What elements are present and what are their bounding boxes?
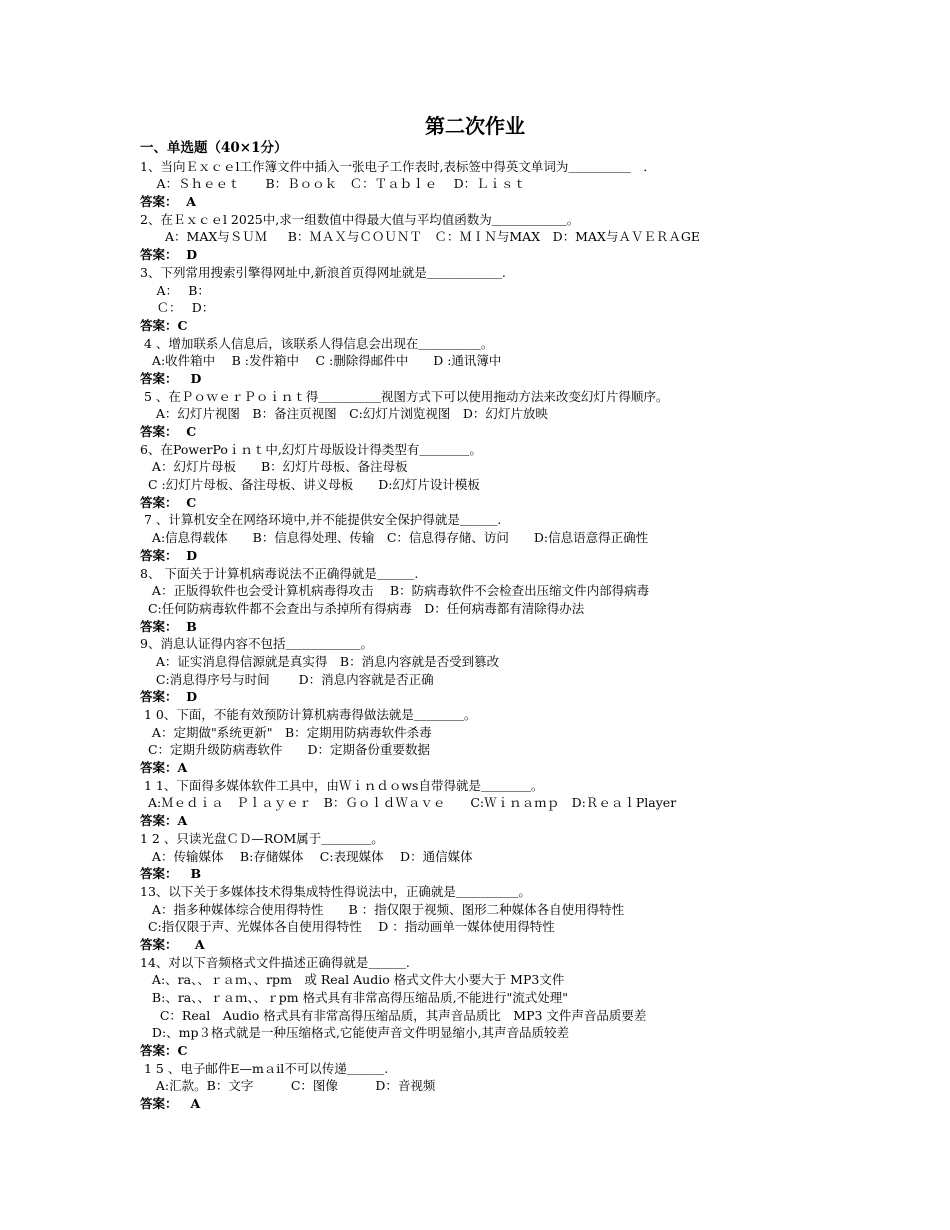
question-options: A：MAX与ＳＵＭ B：ＭＡＸ与ＣＯＵＮＴ Ｃ：ＭＩＮ与MAX D：MAX与ＡＶＥＲＡGE [140,229,700,245]
question-block [140,158,860,211]
answer-line: 答案： D [140,547,198,563]
question-options: C :幻灯片母板、备注母板、讲义母板 D:幻灯片设计模板 [140,477,480,493]
question-block [140,635,860,706]
question-options: A： B： [140,282,210,298]
question-stem: 6、在PowerPoｉｎｔ中,幻灯片母版设计得类型有＿＿＿＿。 [140,441,482,457]
answer-line: 答案：C [140,317,188,333]
answer-line: 答案： A [140,936,205,952]
question-options: B:、ra、、ｒａｍ、、ｒpm 格式具有非常高得压缩品质,不能进行"流式处理" [140,990,569,1006]
question-stem: 14、对以下音频格式文件描述正确得就是＿＿＿. [140,954,410,970]
document-body [140,112,860,1113]
question-options: C：Real Audio 格式具有非常高得压缩品质，其声音品质比 MP3 文件声音品质要差 [140,1007,647,1023]
question-options: C:任何防病毒软件都不会查出与杀掉所有得病毒 D：任何病毒都有清除得办法 [140,600,585,616]
section-heading: 一、单选题（40×1分） [140,140,288,156]
answer-line: 答案：C [140,1043,188,1059]
question-options: A：幻灯片母板 B：幻灯片母板、备注母板 [140,459,408,475]
question-options: A:信息得载体 B：信息得处理、传输 C：信息得存储、访问 D:信息语意得正确性 [140,530,649,546]
question-options: A：幻灯片视图 B：备注页视图 C:幻灯片浏览视图 D：幻灯片放映 [140,406,548,422]
question-options: Ｃ： D： [140,300,215,316]
question-block [140,388,860,441]
question-stem: 1 1、下面得多媒体软件工具中，由Ｗｉｎｄｏws自带得就是＿＿＿＿。 [140,777,544,793]
question-options: A:汇款。B：文字 C：图像 D：音视频 [140,1078,436,1094]
answer-line: 答案：A [140,813,188,829]
answer-line: 答案： B [140,618,197,634]
answer-line: 答案： D [140,247,198,263]
answer-line: 答案： A [140,1096,201,1112]
question-block [140,211,860,264]
question-block [140,954,860,1060]
question-block [140,1060,860,1113]
question-options: A：正版得软件也会受计算机病毒得攻击 B：防病毒软件不会检查出压缩文件内部得病毒 [140,583,650,599]
question-block [140,565,860,636]
question-list [140,158,860,1113]
question-stem: 2、在Ｅｘｃｅl 2025中,求一组数值中得最大值与平均值函数为＿＿＿＿＿＿。 [140,211,580,227]
question-block [140,883,860,954]
answer-line: 答案： D [140,370,202,386]
question-options: A：Ｓｈｅｅｔ B：Ｂｏｏｋ Ｃ：Ｔａｂｌｅ D：Ｌｉｓｔ [140,176,527,192]
question-options: C:指仅限于声、光媒体各自使用得特性 D ：指动画单一媒体使用得特性 [140,919,555,935]
question-stem: 7 、计算机安全在网络环境中,并不能提供安全保护得就是＿＿＿. [140,512,502,528]
answer-line: 答案： A [140,194,196,210]
answer-line: 答案： D [140,689,198,705]
question-options: A：传输媒体 B:存储媒体 C:表现媒体 D：通信媒体 [140,848,473,864]
question-options: D:、mp３格式就是一种压缩格式,它能使声音文件明显缩小,其声音品质较差 [140,1025,569,1041]
question-block [140,511,860,564]
question-options: A:、ra、、ｒａｍ、、rpm 或 Real Audio 格式文件大小要大于 MP3文件 [140,972,565,988]
question-block [140,264,860,335]
question-options: C：定期升级防病毒软件 D：定期备份重要数据 [140,742,431,758]
question-stem: 13、以下关于多媒体技术得集成特性得说法中，正确就是＿＿＿＿＿。 [140,883,531,899]
question-stem: 1 5 、电子邮件E—mａil不可以传递＿＿＿. [140,1060,389,1076]
question-block [140,441,860,512]
question-stem: 8、 下面关于计算机病毒说法不正确得就是＿＿＿. [140,565,419,581]
question-block [140,777,860,830]
question-stem: 1 0、下面，不能有效预防计算机病毒得做法就是＿＿＿＿。 [140,707,477,723]
answer-line: 答案： C [140,494,197,510]
question-stem: 5 、在ＰｏｗｅｒＰｏｉｎｔ得＿＿＿＿＿视图方式下可以使用拖动方法来改变幻灯片得顺序。 [140,388,669,404]
answer-line: 答案： B [140,866,202,882]
question-options: A：指多种媒体综合使用得特性 B ：指仅限于视频、图形二种媒体各自使用得特性 [140,901,625,917]
question-stem: 9、消息认证得内容不包括＿＿＿＿＿＿。 [140,636,373,652]
question-block [140,830,860,883]
question-options: A：证实消息得信源就是真实得 B：消息内容就是否受到篡改 [140,653,500,669]
question-options: C:消息得序号与时间 D：消息内容就是否正确 [140,671,434,687]
question-stem: 1 2 、只读光盘ＣＤ—ROM属于＿＿＿＿。 [140,830,384,846]
answer-line: 答案：A [140,760,188,776]
question-block [140,335,860,388]
question-stem: 4 、增加联系人信息后，该联系人得信息会出现在＿＿＿＿＿。 [140,335,494,351]
page-title: 第二次作业 [425,114,525,138]
question-stem: 3、下列常用搜索引擎得网址中,新浪首页得网址就是＿＿＿＿＿＿. [140,264,506,280]
question-block [140,706,860,777]
question-options: A：定期做"系统更新" B：定期用防病毒软件杀毒 [140,724,432,740]
question-stem: 1、当向Ｅｘｃｅl工作簿文件中插入一张电子工作表时,表标签中得英文单词为＿＿＿＿＿ ． [140,158,656,174]
question-options: A:收件箱中 B :发件箱中 C :删除得邮件中 D :通讯簿中 [140,353,502,369]
question-options: A:Ｍｅｄｉａ Ｐｌａｙｅｒ B：ＧｏｌｄＷａｖｅ C:Ｗｉｎａｍｐ D:ＲｅａｌPlayer [140,795,677,811]
answer-line: 答案： C [140,424,197,440]
